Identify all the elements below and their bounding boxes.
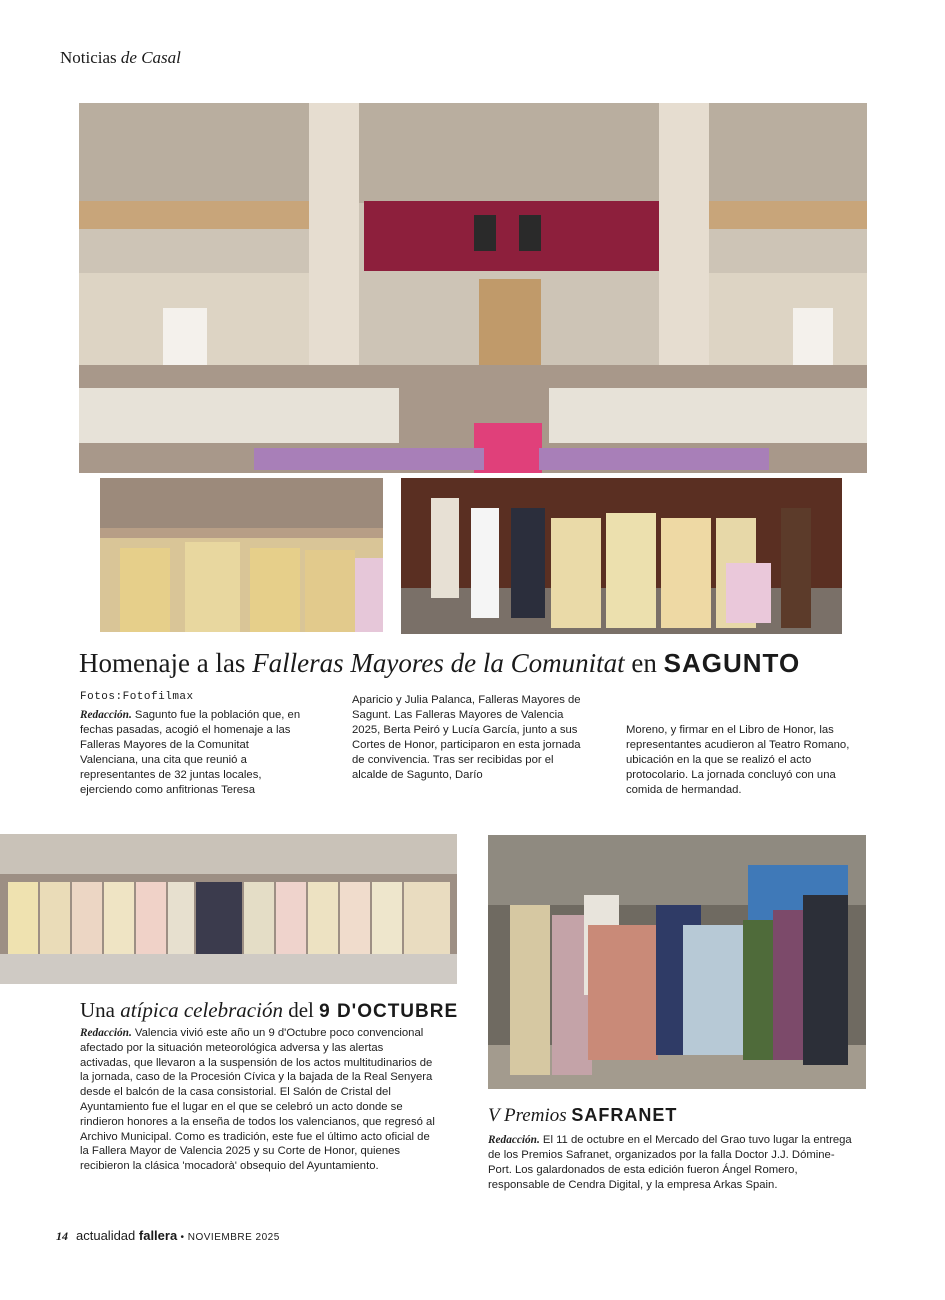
article1-title-caps: SAGUNTO: [663, 648, 801, 678]
article3-title-italic: V Premios: [488, 1105, 572, 1126]
page-footer: [56, 1228, 280, 1244]
safranet-group-illustration: [488, 835, 866, 1089]
article2-headline: [80, 998, 458, 1023]
article2-title-plain-2: del: [282, 998, 320, 1022]
article1-title-italic: Falleras Mayores de la Comunitat: [252, 648, 625, 678]
article2-body: [80, 1026, 435, 1174]
article1-title-plain-2: en: [624, 648, 664, 678]
section-label-italic: de Casal: [120, 48, 181, 67]
article2-title-caps: 9 D'OCTUBRE: [319, 1001, 459, 1022]
article3-body: [488, 1133, 858, 1193]
article3-title-caps: SAFRANET: [571, 1105, 678, 1125]
inset-photo-right: [398, 475, 845, 637]
footer-separator: •: [177, 1232, 188, 1243]
article2-lead: Redacción.: [80, 1027, 132, 1039]
article1-title-plain-1: Homenaje a las: [79, 648, 253, 678]
octubre-group-illustration: [0, 834, 457, 984]
stage-photo-illustration: [79, 103, 867, 473]
issue-date: NOVIEMBRE 2025: [187, 1232, 280, 1243]
group-photo-illustration: [100, 478, 383, 632]
page-number: 14: [56, 1229, 68, 1243]
ceremony-photo-illustration: [401, 478, 842, 634]
brand-light: actualidad: [76, 1228, 139, 1243]
article1-column-2: Aparicio y Julia Palanca, Falleras Mayores de Sagunt. Las Falleras Mayores de Valencia 2025, Berta Peiró y Lucía García, junto a sus Cortes de Honor, participaron en esta jornada de convivencia. Tras ser recibidas por el alcalde de Sagunto, Darío: [352, 694, 581, 781]
article1-column-1: [80, 708, 308, 798]
article1-headline: [79, 648, 800, 679]
octubre-photo: [0, 834, 457, 984]
section-label-plain: Noticias: [60, 48, 121, 67]
article3-body-text: El 11 de octubre en el Mercado del Grao tuvo lugar la entrega de los Premios Safranet, organizados por la falla Doctor J.J. Dómine-Port. Los galardonados de esta edición fueron Ángel Romero, responsable de Cendra Digital, y la empresa Arkas Spain.: [488, 1134, 852, 1191]
article2-body-text: Valencia vivió este año un 9 d'Octubre poco convencional afectado por la situación meteorológica adversa y las alertas activadas, que llevaron a la suspensión de los actos multitudinarios de la jornada, caso de la Procesión Cívica y la bajada de la Real Senyera desde el balcón de la casa consistorial. El Salón de Cristal del Ayuntamiento fue el lugar en el que se celebró un acto donde se rindieron honores a la enseña de todos los valencianos, que regresó al Archivo Municipal. Como es tradición, este fue el último acto oficial de la Fallera Mayor de Valencia 2025 y su Corte de Honor, quienes recibieron la clásica 'mocadorà' obsequio del Ayuntamiento.: [80, 1027, 435, 1173]
section-label: [60, 48, 181, 68]
inset-photo-left: [97, 475, 386, 635]
main-photo-stage: [79, 103, 867, 473]
article1-column-3: Moreno, y firmar en el Libro de Honor, las representantes acudieron al Teatro Romano, ubicación en la que se realizó el acto protocolario. La jornada concluyó con una comida de hermandad.: [626, 724, 850, 796]
brand-bold: fallera: [138, 1228, 178, 1243]
article2-title-italic: atípica celebración: [120, 998, 283, 1022]
photo-credit: Fotos:Fotofilmax: [80, 691, 194, 703]
article1-col1-text: Sagunto fue la población que, en fechas pasadas, acogió el homenaje a las Falleras Mayores de la Comunitat Valenciana, una cita que reunió a representantes de 32 juntas locales, ejerciendo como anfitrionas Teresa: [80, 709, 301, 796]
article2-title-plain-1: Una: [80, 998, 121, 1022]
article3-headline: [488, 1105, 677, 1127]
safranet-photo: [488, 835, 866, 1089]
article1-lead: Redacción.: [80, 709, 132, 721]
article3-lead: Redacción.: [488, 1134, 540, 1146]
